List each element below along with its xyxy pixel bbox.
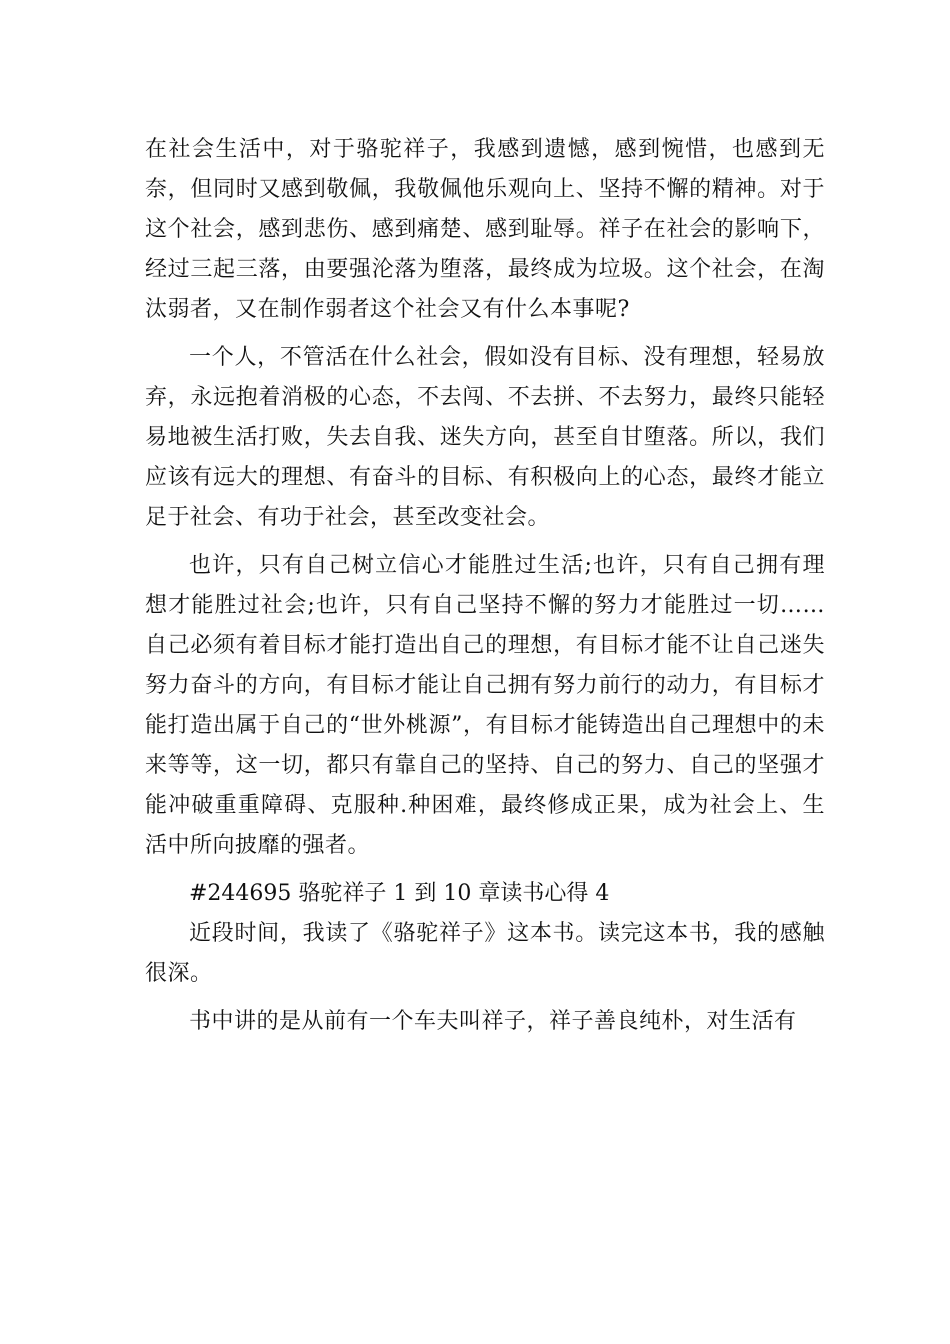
paragraph-5: 书中讲的是从前有一个车夫叫祥子，祥子善良纯朴，对生活有 — [189, 1009, 797, 1034]
section-heading: #244695 骆驼祥子 1 到 10 章读书心得 4 — [189, 881, 610, 906]
document-page — [145, 130, 825, 1042]
paragraph-1: 在社会生活中，对于骆驼祥子，我感到遗憾，感到惋惜，也感到无奈，但同时又感到敬佩，我敬佩他乐观向上、坚持不懈的精神。对于这个社会，感到悲伤、感到痛楚、感到耻辱。祥子在社会的影响下，经过三起三落，由要强沦落为堕落，最终成为垃圾。这个社会，在淘汰弱者，又在制作弱者这个社会又有什么本事呢? — [145, 137, 825, 322]
paragraph-3: 也许，只有自己树立信心才能胜过生活;也许，只有自己拥有理想才能胜过社会;也许，只有自己坚持不懈的努力才能胜过一切……自己必须有着目标才能打造出自己的理想，有目标才能不让自己迷失努力奋斗的方向，有目标才能让自己拥有努力前行的动力，有目标才能打造出属于自己的“世外桃源”，有目标才能铸造出自己理想中的未来等等，这一切，都只有靠自己的坚持、自己的努力、自己的坚强才能冲破重重障碍、克服种.种困难，最终修成正果，成为社会上、生活中所向披靡的强者。 — [145, 553, 825, 858]
paragraph-4: 近段时间，我读了《骆驼祥子》这本书。读完这本书，我的感触很深。 — [145, 921, 825, 986]
paragraph-2: 一个人，不管活在什么社会，假如没有目标、没有理想，轻易放弃，永远抱着消极的心态，不去闯、不去拼、不去努力，最终只能轻易地被生活打败，失去自我、迷失方向，甚至自甘堕落。所以，我们应该有远大的理想、有奋斗的目标、有积极向上的心态，最终才能立足于社会、有功于社会，甚至改变社会。 — [145, 345, 825, 530]
